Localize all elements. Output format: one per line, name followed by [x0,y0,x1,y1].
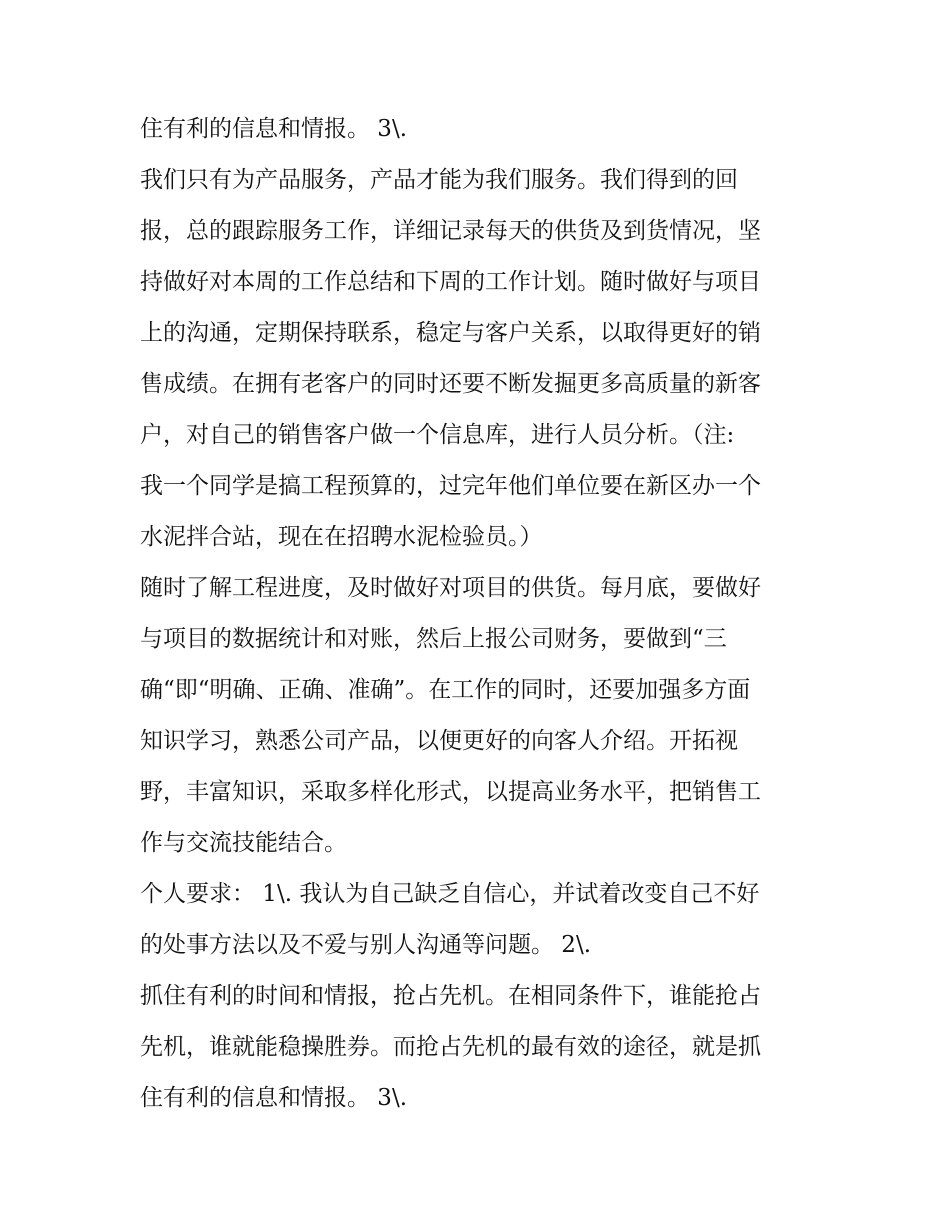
text-line: 与项目的数据统计和对账，然后上报公司财务，要做到“三 [140,626,727,652]
text-line: 野，丰富知识，采取多样化形式，以提高业务水平，把销售工 [140,779,761,805]
document-body [140,104,820,1124]
text-line: 抓住有利的时间和情报，抢占先机。在相同条件下，谁能抢占 [140,983,761,1009]
text-line: 住有利的信息和情报。 3\. [140,1085,408,1111]
text-line: 水泥拌合站，现在在招聘水泥检验员。） [140,524,543,550]
text-line: 随时了解工程进度，及时做好对项目的供货。每月底，要做好 [140,575,761,601]
text-line: 上的沟通，定期保持联系，稳定与客户关系，以取得更好的销 [140,320,761,346]
text-line: 售成绩。在拥有老客户的同时还要不断发掘更多高质量的新客 [140,371,761,397]
text-line: 我一个同学是搞工程预算的，过完年他们单位要在新区办一个 [140,473,761,499]
text-line: 我们只有为产品服务，产品才能为我们服务。我们得到的回 [140,167,738,193]
text-line: 作与交流技能结合。 [140,830,347,856]
text-line: 个人要求： 1\. 我认为自己缺乏自信心，并试着改变自己不好 [140,881,760,907]
text-line: 户，对自己的销售客户做一个信息库，进行人员分析。（注: [140,422,735,448]
text-line: 的处事方法以及不爱与别人沟通等问题。 2\. [140,932,592,958]
text-line: 住有利的信息和情报。 3\. [140,116,408,142]
text-line: 先机，谁就能稳操胜券。而抢占先机的最有效的途径，就是抓 [140,1034,761,1060]
text-line: 报，总的跟踪服务工作，详细记录每天的供货及到货情况，坚 [140,218,761,244]
text-line: 持做好对本周的工作总结和下周的工作计划。随时做好与项目 [140,269,761,295]
text-line: 知识学习，熟悉公司产品，以便更好的向客人介绍。开拓视 [140,728,738,754]
text-line: 确“即“明确、正确、准确”。在工作的同时，还要加强多方面 [140,677,751,703]
